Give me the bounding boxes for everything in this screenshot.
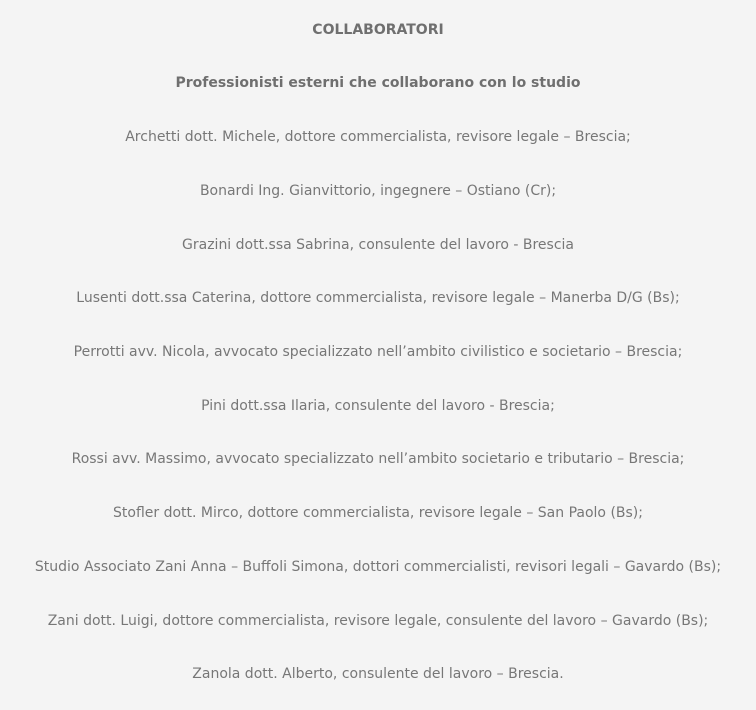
- collaborator-item: Lusenti dott.ssa Caterina, dottore commercialista, revisore legale – Manerba D/G (Bs);: [76, 290, 680, 306]
- collaborator-item: Grazini dott.ssa Sabrina, consulente del lavoro - Brescia: [182, 237, 574, 253]
- collaborator-item: Rossi avv. Massimo, avvocato specializzato nell’ambito societario e tributario – Brescia;: [71, 451, 685, 467]
- section-title: COLLABORATORI: [312, 22, 444, 38]
- collaborator-item: Zani dott. Luigi, dottore commercialista, revisore legale, consulente del lavoro – Gavardo (Bs);: [47, 613, 709, 629]
- collaborator-item: Zanola dott. Alberto, consulente del lavoro – Brescia.: [192, 666, 564, 682]
- collaborator-item: Pini dott.ssa Ilaria, consulente del lavoro - Brescia;: [201, 398, 555, 414]
- collaborator-item: Studio Associato Zani Anna – Buffoli Simona, dottori commercialisti, revisori legali – Gavardo (Bs);: [34, 559, 722, 575]
- collaborator-item: Perrotti avv. Nicola, avvocato specializzato nell’ambito civilistico e societario – Brescia;: [73, 344, 683, 360]
- section-subtitle: Professionisti esterni che collaborano con lo studio: [175, 75, 581, 91]
- collaborator-item: Bonardi Ing. Gianvittorio, ingegnere – Ostiano (Cr);: [199, 183, 557, 199]
- collaborator-item: Stofler dott. Mirco, dottore commercialista, revisore legale – San Paolo (Bs);: [113, 505, 643, 521]
- collaborator-item: Archetti dott. Michele, dottore commercialista, revisore legale – Brescia;: [125, 129, 631, 145]
